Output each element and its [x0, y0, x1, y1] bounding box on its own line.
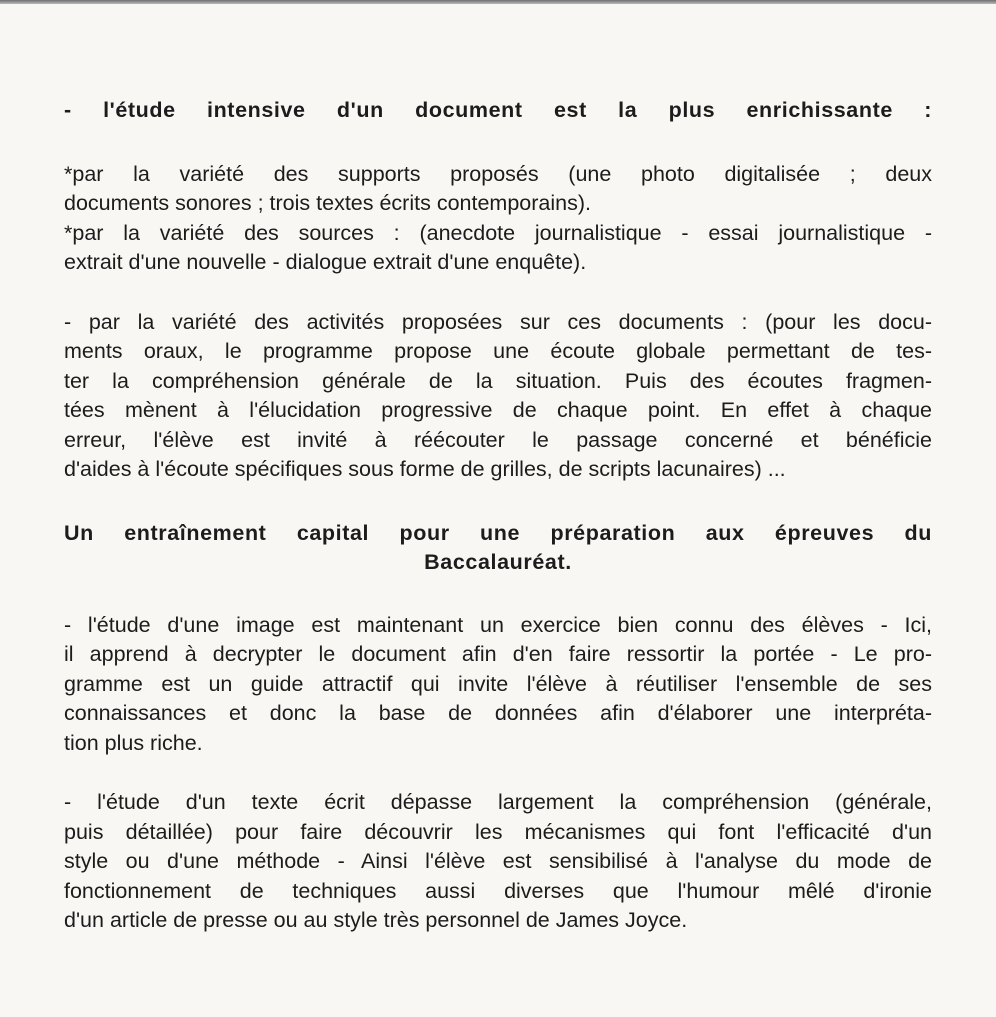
top-rule	[0, 0, 996, 4]
text-line: - l'étude d'une image est maintenant un exercice bien connu des élèves - Ici,	[64, 612, 932, 637]
text-line: fonctionnement de techniques aussi diverses que l'humour mêlé d'ironie	[64, 878, 932, 903]
heading-line: Baccalauréat.	[424, 550, 572, 574]
text-line: *par la variété des supports proposés (une photo digitalisée ; deux	[64, 161, 932, 186]
text-line: tées mènent à l'élucidation progressive de chaque point. En effet à chaque	[64, 398, 932, 422]
paragraph-text-study	[64, 788, 932, 936]
text-line: erreur, l'élève est invité à réécouter le passage concerné et bénéficie	[64, 427, 932, 452]
text-line: connaissances et donc la base de données afin d'élaborer une interpréta-	[64, 701, 932, 725]
text-line: ments oraux, le programme propose une écoute globale permettant de tes-	[64, 339, 932, 363]
text-line: tion plus riche.	[64, 730, 203, 755]
text-line: ter la compréhension générale de la situation. Puis des écoutes fragmen-	[64, 368, 932, 393]
text-line: - l'étude d'un texte écrit dépasse largement la compréhension (générale,	[64, 790, 932, 814]
text-line: *par la variété des sources : (anecdote journalistique - essai journalistique -	[64, 220, 932, 245]
heading-baccalaureat	[64, 519, 932, 578]
text-line: - par la variété des activités proposées sur ces documents : (pour les docu-	[64, 309, 932, 334]
text-line: gramme est un guide attractif qui invite l'élève à réutiliser l'ensemble de ses	[64, 671, 932, 696]
text-line: extrait d'une nouvelle - dialogue extrait d'une enquête).	[64, 250, 587, 274]
text-line: documents sonores ; trois textes écrits contemporains).	[64, 191, 591, 215]
text-line: d'un article de presse ou au style très personnel de James Joyce.	[64, 908, 688, 932]
paragraph-supports-sources	[64, 160, 932, 278]
heading-intensive-study: - l'étude intensive d'un document est la plus enrichissante :	[64, 98, 932, 122]
paragraph-activities	[64, 308, 932, 485]
text-line: d'aides à l'écoute spécifiques sous forme de grilles, de scripts lacunaires) ...	[64, 457, 786, 481]
text-line: puis détaillée) pour faire découvrir les mécanismes qui font l'efficacité d'un	[64, 819, 932, 844]
heading-line: Un entraînement capital pour une préparation aux épreuves du	[64, 520, 932, 545]
text-line: style ou d'une méthode - Ainsi l'élève est sensibilisé à l'analyse du mode de	[64, 849, 932, 873]
document-page	[64, 96, 932, 936]
paragraph-image-study	[64, 611, 932, 759]
text-line: il apprend à decrypter le document afin d'en faire ressortir la portée - Le pro-	[64, 642, 932, 666]
